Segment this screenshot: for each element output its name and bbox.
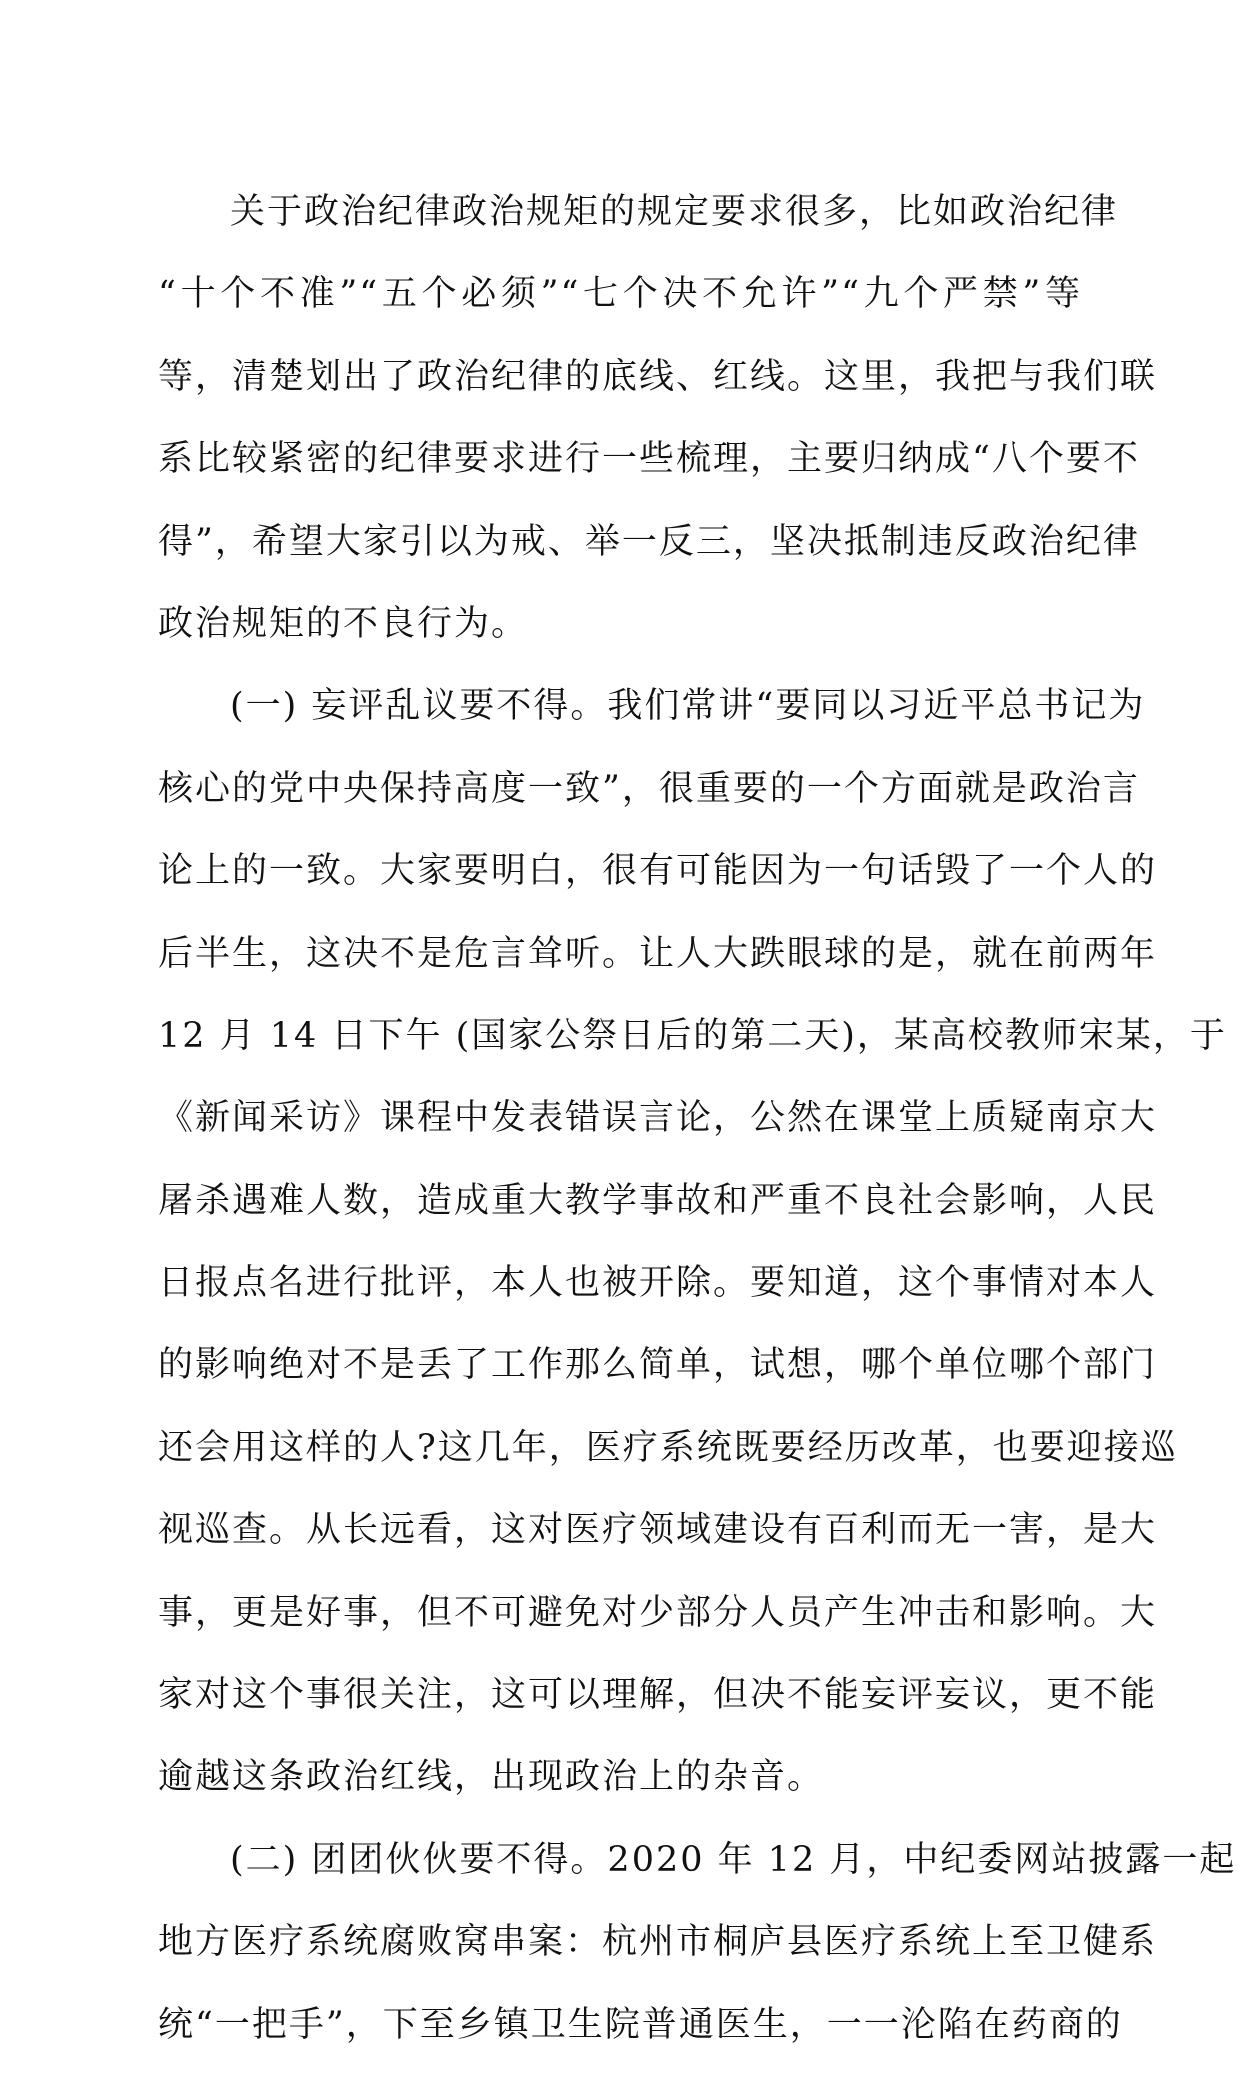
- section-1-line-12: 事，更是好事，但不可避免对少部分人员产生冲击和影响。大: [158, 1592, 1158, 1633]
- section-1-heading-line: (一) 妄评乱议要不得。我们常讲“要同以习近平总书记为: [230, 686, 1146, 727]
- section-1-line-8: 日报点名进行批评，本人也被开除。要知道，这个事情对本人: [158, 1263, 1158, 1304]
- paragraph-1-line-2: “十个不准”“五个必须”“七个决不允许”“九个严禁”等: [158, 274, 1082, 315]
- section-1-line-10: 还会用这样的人?这几年，医疗系统既要经历改革，也要迎接巡: [158, 1427, 1178, 1468]
- section-1-line-13: 家对这个事很关注，这可以理解，但决不能妄评妄议，更不能: [158, 1675, 1158, 1716]
- section-2-heading-line: (二) 团团伙伙要不得。2020 年 12 月，中纪委网站披露一起: [230, 1839, 1237, 1880]
- section-1-line-4: 后半生，这决不是危言耸听。让人大跌眼球的是，就在前两年: [158, 933, 1158, 974]
- section-2-line-3: 统“一把手”，下至乡镇卫生院普通医生，一一沦陷在药商的: [158, 2004, 1123, 2045]
- paragraph-1-line-1: 关于政治纪律政治规矩的规定要求很多，比如政治纪律: [230, 192, 1119, 232]
- section-1-line-3: 论上的一致。大家要明白，很有可能因为一句话毁了一个人的: [158, 851, 1158, 892]
- section-1-line-9: 的影响绝对不是丢了工作那么简单，试想，哪个单位哪个部门: [158, 1345, 1158, 1386]
- section-1-line-6: 《新闻采访》课程中发表错误言论，公然在课堂上质疑南京大: [158, 1098, 1158, 1139]
- document-body: [158, 188, 1237, 2083]
- section-1-line-5: 12 月 14 日下午 (国家公祭日后的第二天)，某高校教师宋某，于: [158, 1015, 1227, 1056]
- paragraph-1-line-6: 政治规矩的不良行为。: [158, 603, 529, 644]
- paragraph-1-line-5: 得”，希望大家引以为戒、举一反三，坚决抵制违反政治纪律: [158, 521, 1140, 562]
- section-1-line-14: 逾越这条政治红线，出现政治上的杂音。: [158, 1757, 825, 1798]
- section-1-line-11: 视巡查。从长远看，这对医疗领域建设有百利而无一害，是大: [158, 1510, 1158, 1551]
- paragraph-1-line-3: 等，清楚划出了政治纪律的底线、红线。这里，我把与我们联: [158, 356, 1158, 397]
- section-2-line-2: 地方医疗系统腐败窝串案：杭州市桐庐县医疗系统上至卫健系: [158, 1922, 1158, 1963]
- section-1-line-2: 核心的党中央保持高度一致”，很重要的一个方面就是政治言: [158, 768, 1140, 809]
- section-1-line-7: 屠杀遇难人数，造成重大教学事故和严重不良社会影响，人民: [158, 1180, 1158, 1221]
- paragraph-1-line-4: 系比较紧密的纪律要求进行一些梳理，主要归纳成“八个要不: [158, 439, 1140, 480]
